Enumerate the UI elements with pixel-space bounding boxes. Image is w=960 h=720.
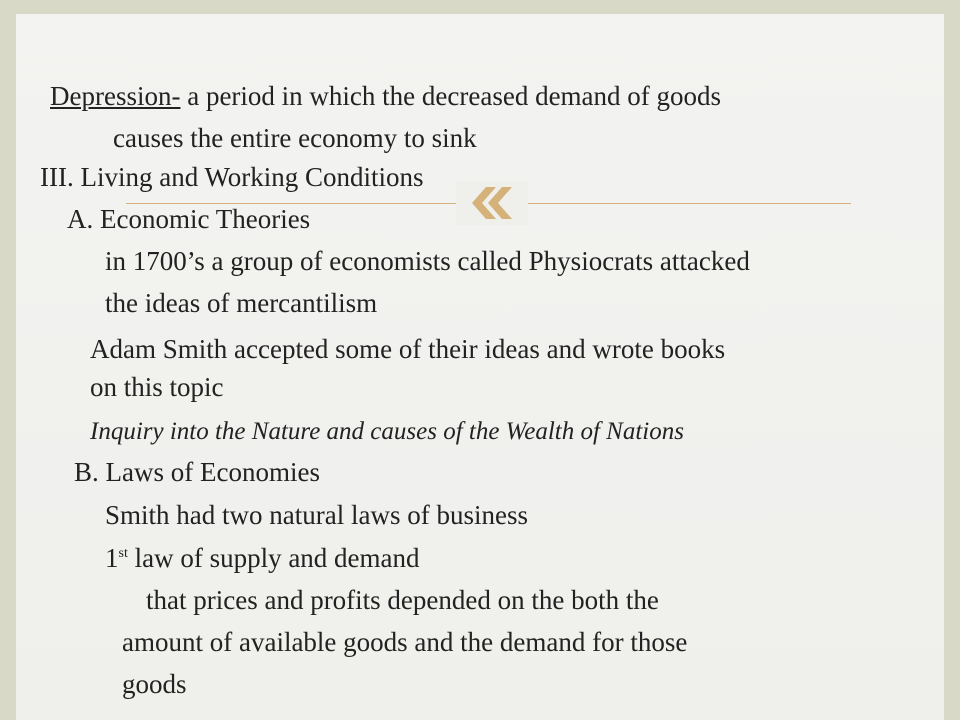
bullet-prices-profits-cont: amount of available goods and the demand for those	[122, 627, 688, 657]
chevron-quote-icon	[456, 181, 528, 225]
bullet-first-law: 1st law of supply and demand	[105, 543, 420, 573]
heading-laws-of-economies: B. Laws of Economies	[74, 457, 320, 487]
bullet-physiocrats-cont: the ideas of mercantilism	[105, 288, 378, 318]
book-title: Inquiry into the Nature and causes of the Wealth of Nations	[90, 418, 684, 445]
term-depression: Depression-	[50, 81, 181, 111]
line-depression-definition	[50, 80, 721, 112]
bullet-prices-profits: that prices and profits depended on the both the	[146, 585, 659, 615]
bullet-adam-smith-cont: on this topic	[90, 372, 224, 402]
heading-economic-theories: A. Economic Theories	[67, 204, 311, 234]
bullet-two-laws: Smith had two natural laws of business	[105, 500, 528, 530]
definition-text: a period in which the decreased demand of goods	[180, 81, 722, 111]
heading-section-iii: III. Living and Working Conditions	[40, 162, 424, 192]
slide	[16, 14, 944, 720]
bullet-adam-smith: Adam Smith accepted some of their ideas and wrote books	[90, 334, 726, 364]
bullet-prices-profits-end: goods	[122, 669, 187, 699]
line-definition-cont: causes the entire economy to sink	[113, 123, 477, 153]
bullet-physiocrats: in 1700’s a group of economists called Physiocrats attacked	[105, 246, 750, 276]
